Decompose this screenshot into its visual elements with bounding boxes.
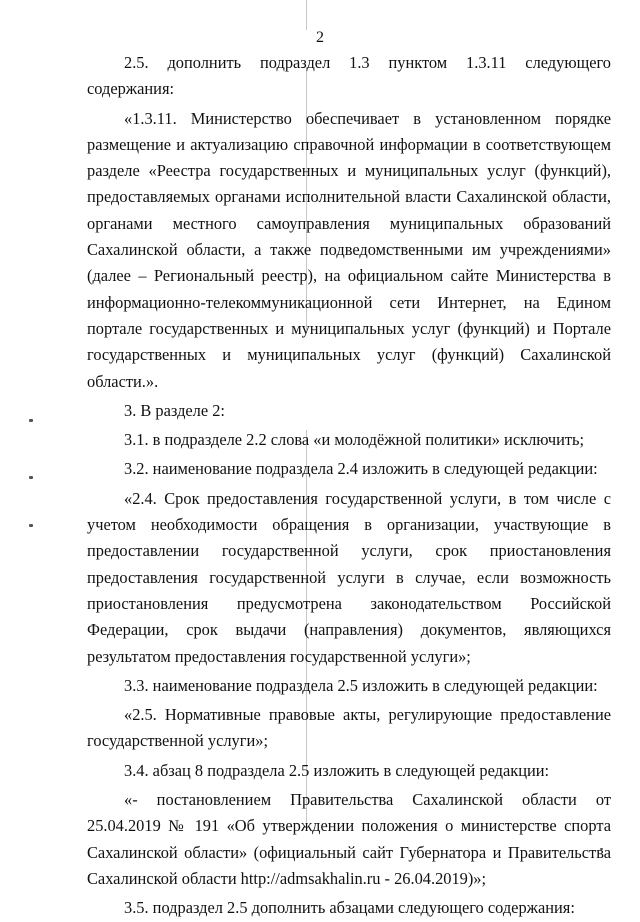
scan-speck (29, 524, 33, 527)
scan-speck (29, 476, 33, 479)
scan-artifact-line (306, 0, 307, 30)
paragraph-3-4: 3.4. абзац 8 подраздела 2.5 изложить в следующей редакции: (124, 760, 550, 780)
paragraph-section-3: 3. В разделе 2: (124, 400, 225, 420)
paragraph-3-1: 3.1. в подразделе 2.2 слова «и молодёжной политики» исключить; (124, 430, 585, 450)
paragraph-2-4-quote: «2.4. Срок предоставления государственной услуги, в том числе с учетом необходимости обращения в организации, участвующие в предоставлении государственной услуги, срок приостановления предоставления государственной услуги в случае, если возможность приостановления предусмотрена законодательством Российской Федерации, срок выдачи (направления) документов, являющихся результатом предоставления государственной услуги»; (87, 488, 611, 666)
paragraph-2-5: 2.5. дополнить подраздел 1.3 пунктом 1.3.11 следующего содержания: (87, 53, 611, 99)
paragraph-1-3-11: «1.3.11. Министерство обеспечивает в установленном порядке размещение и актуализацию справочной информации в соответствующем разделе «Реестра государственных и муниципальных услуг (функций), предоставляемых органами исполнительной власти Сахалинской области, органами местного самоуправления муниципальных образований Сахалинской области, а также подведомственными им учреждениями» (далее – Региональный реестр), на официальном сайте Министерства в информационно-телекоммуникационной сети Интернет, на Едином портале государственных и муниципальных услуг (функций) и Портале государственных и муниципальных услуг (функций) Сахалинской области.». (87, 108, 611, 391)
document-body (87, 50, 611, 922)
page-number: 2 (316, 29, 324, 46)
paragraph-2-5-quote: «2.5. Нормативные правовые акты, регулирующие предоставление государственной услуги»; (87, 705, 611, 751)
paragraph-3-3: 3.3. наименование подраздела 2.5 изложить в следующей редакции: (124, 675, 598, 695)
paragraph-3-5: 3.5. подраздел 2.5 дополнить абзацами следующего содержания: (124, 898, 575, 918)
paragraph-resolution-quote: «- постановлением Правительства Сахалинской области от 25.04.2019 № 191 «Об утверждении положения о министерстве спорта Сахалинской области» (официальный сайт Губернатора и Правительства Сахалинской области http://admsakhalin.ru - 26.04.2019)»; (87, 790, 611, 888)
paragraph-3-2: 3.2. наименование подраздела 2.4 изложить в следующей редакции: (124, 459, 598, 479)
scan-speck (29, 419, 33, 422)
